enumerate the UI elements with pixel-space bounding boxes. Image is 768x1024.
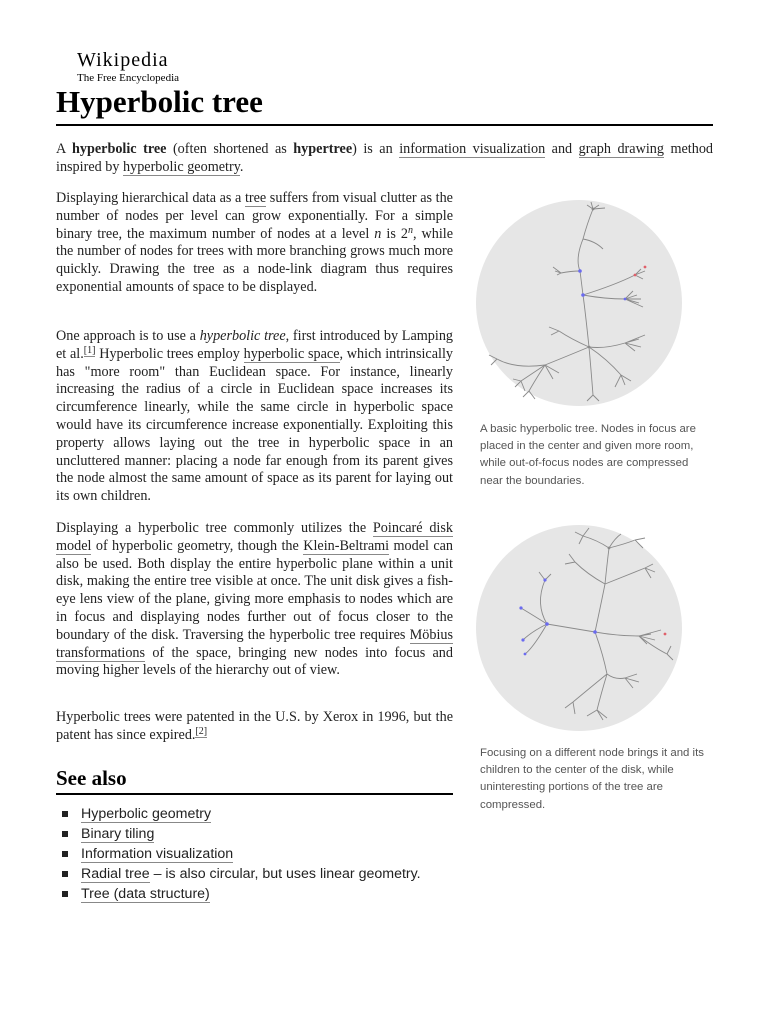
text: (often shortened as [166, 141, 294, 157]
text: method inspired by [56, 141, 714, 175]
text: model can also be used. Both display the entire hyperbolic plane within a unit disk, making the entire tree visible at once. The unit disk gives a fish-eye lens view of the plane, giving more emphasis to nodes which are in focus and displaying nodes further out of focus closer to the boundary of the disk. Traversing the hyperbolic tree requires [56, 537, 454, 643]
title-divider [56, 124, 713, 126]
link-klein-beltrami[interactable]: Klein-Beltrami [303, 537, 390, 554]
hyperbolic-tree-figure-2[interactable] [475, 524, 683, 732]
link-hyperbolic-geometry[interactable]: hyperbolic geometry [123, 158, 240, 175]
bullet-icon [62, 811, 68, 817]
italic-variable: n [374, 225, 382, 242]
see-also-link-hyperbolic-geometry[interactable]: Hyperbolic geometry [81, 806, 212, 822]
hyperbolic-tree-figure-1[interactable] [475, 199, 683, 407]
text: , which intrinsically has "more room" than Euclidean space. For instance, linearly increasing the radius of a circle in Euclidean space increases its circumference linearly, while the same circle in hyperbolic space would have its circumference increase exponentially. Exploiting this property allows laying out the tree in hyperbolic space in an uncluttered manner: placing a node far enough from its parent gives the node almost the same amount of space as its parent for laying out its own children. [56, 345, 453, 505]
see-also-heading: See also [56, 766, 127, 790]
text: and [545, 141, 579, 157]
text: Displaying hierarchical data as a [56, 190, 245, 206]
link-graph-drawing[interactable]: graph drawing [578, 141, 664, 157]
body-paragraph-3 [56, 520, 453, 680]
text: , while the number of nodes for trees with more branching grows much more quickly. Drawing the tree as a node-link diagram thus requires exponential amounts of space to be displayed. [56, 225, 454, 295]
lead-paragraph [56, 141, 713, 177]
logo-tagline: The Free Encyclopedia [77, 72, 180, 84]
text: One approach is to use a [56, 328, 200, 344]
logo-wordmark: Wikipedia [77, 49, 169, 71]
body-paragraph-4 [56, 709, 453, 745]
page-title: Hyperbolic tree [56, 84, 263, 119]
list-item [62, 804, 421, 824]
poincare-disk [476, 525, 682, 731]
list-item [62, 844, 421, 864]
reference-1[interactable]: [1] [83, 344, 96, 356]
wikipedia-logo[interactable] [77, 50, 179, 85]
text: Hyperbolic trees were patented in the U.S. by Xerox in 1996, but the patent has since expired. [56, 709, 453, 743]
bullet-icon [62, 891, 68, 897]
link-poincare-disk-model[interactable]: Poincaré disk model [56, 520, 453, 554]
bullet-icon [62, 851, 68, 857]
see-also-link-tree-data-structure[interactable]: Tree (data structure) [81, 886, 210, 902]
text: , first introduced by Lamping et al. [56, 328, 454, 362]
text: A [56, 141, 72, 157]
reference-2[interactable]: [2] [195, 725, 208, 737]
bullet-icon [62, 871, 68, 877]
see-also-link-binary-tiling[interactable]: Binary tiling [81, 826, 155, 842]
text: of hyperbolic geometry, though the [91, 537, 304, 554]
body-paragraph-2 [56, 328, 453, 506]
bold-term: hypertree [293, 141, 353, 157]
see-also-link-information-visualization[interactable]: Information visualization [81, 846, 234, 862]
see-also-link-radial-tree[interactable]: Radial tree [81, 866, 150, 882]
text: – is also circular, but uses linear geometry. [149, 866, 421, 882]
see-also-divider [56, 793, 453, 795]
link-tree[interactable]: tree [244, 190, 267, 206]
text: Hyperbolic trees employ [95, 345, 244, 362]
see-also-list [62, 804, 421, 904]
text: Displaying a hyperbolic tree commonly utilizes the [56, 520, 373, 536]
bold-term: hyperbolic tree [71, 141, 167, 157]
italic-term: hyperbolic tree [199, 328, 286, 344]
text: suffers from visual clutter as the number of nodes per level can grow exponentially. For a simple binary tree, the maximum number of nodes at a level [56, 190, 453, 242]
list-item [62, 824, 421, 844]
text: of the space, bringing new nodes into focus and moving higher levels of the hierarchy out of view. [56, 644, 453, 679]
exponent: n [407, 224, 413, 236]
link-hyperbolic-space[interactable]: hyperbolic space [243, 345, 340, 362]
text: ) is an [352, 141, 400, 157]
text: is 2 [381, 225, 408, 242]
link-mobius-transformations[interactable]: Möbius transformations [56, 626, 453, 661]
link-information-visualization[interactable]: information visualization [399, 141, 546, 157]
figure-2-caption: Focusing on a different node brings it and its children to the center of the disk, while uninteresting portions of the tree are compressed. [480, 747, 704, 811]
list-item [62, 884, 421, 904]
figure-1-caption: A basic hyperbolic tree. Nodes in focus are placed in the center and given more room, while out-of-focus nodes are compressed near the boundaries. [480, 423, 696, 487]
poincare-disk [476, 200, 682, 406]
body-paragraph-1 [56, 190, 453, 297]
list-item [62, 864, 421, 884]
bullet-icon [62, 831, 68, 837]
text: . [239, 158, 244, 175]
